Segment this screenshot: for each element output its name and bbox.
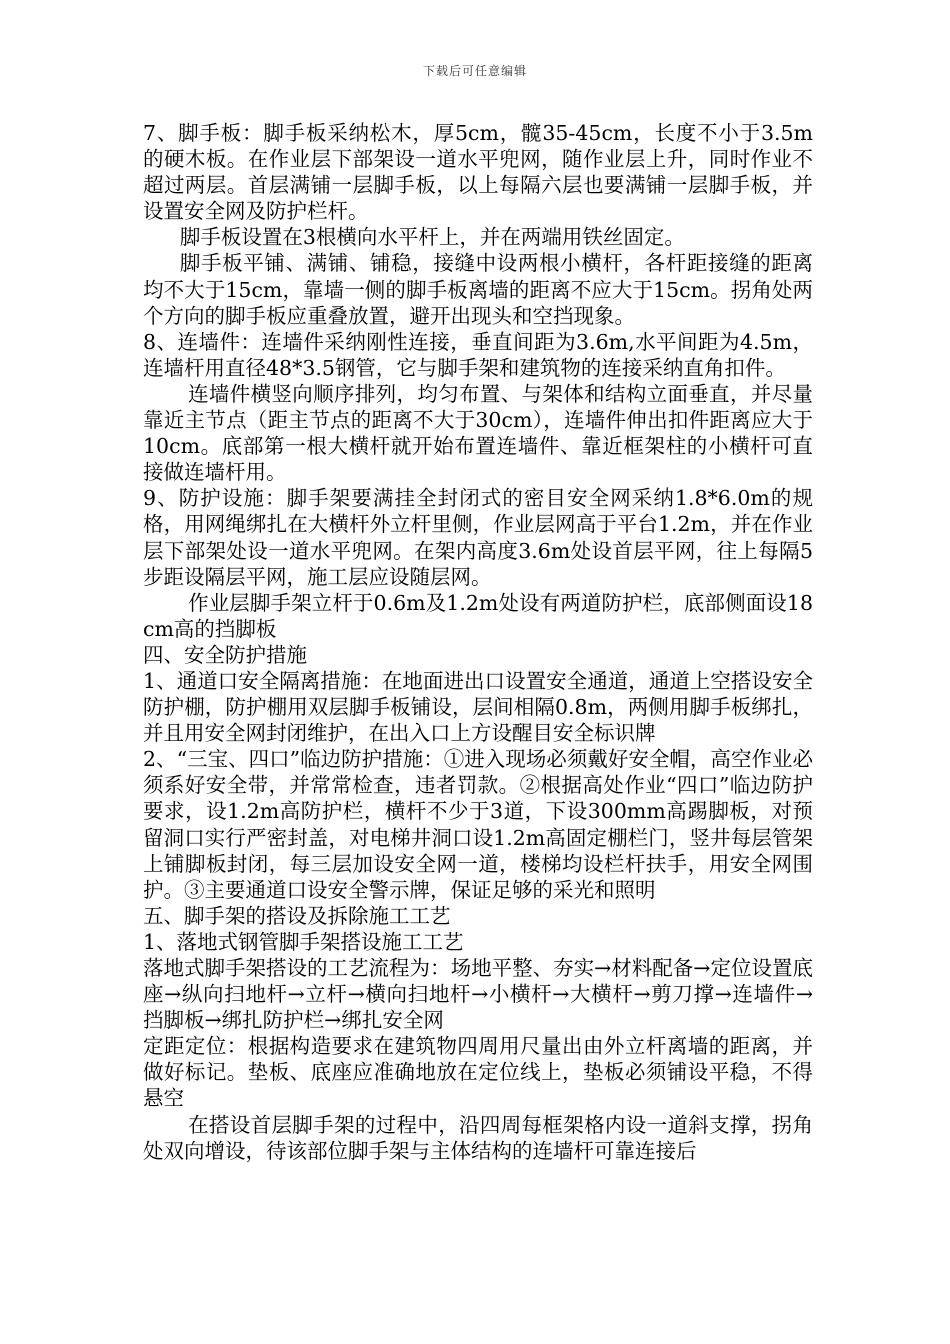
paragraph-first-layer-bracing: 在搭设首层脚手架的过程中，沿四周每框架格内设一道斜支撑，拐角处双向增设，待该部位脚手架与主体结构的连墙杆可靠连接后	[143, 1112, 813, 1163]
section-heading-construction-process: 五、脚手架的搭设及拆除施工工艺	[143, 903, 451, 928]
paragraph-board-placement: 脚手板设置在3根横向水平杆上，并在两端用铁丝固定。	[179, 225, 685, 250]
paragraph-protection-facilities: 9、防护设施：脚手架要满挂全封闭式的密目安全网采纳1.8*6.0m的规格，用网绳绑扎在大横杆外立杆里侧，作业层网高于平台1.2m，并在作业层下部架处设一道水平兜网。在架内高度3.6m处设首层平网，往上每隔5步距设隔层平网，施工层应设随层网。	[143, 486, 813, 589]
document-body	[143, 120, 813, 1164]
paragraph-scaffold-board: 7、脚手板：脚手板采纳松木，厚5cm，髋35-45cm，长度不小于3.5m的硬木板。在作业层下部架设一道水平兜网，随作业层上升，同时作业不超过两层。首层满铺一层脚手板，以上每隔六层也要满铺一层脚手板，并设置安全网及防护栏杆。	[143, 121, 813, 224]
paragraph-positioning: 定距定位：根据构造要求在建筑物四周用尺量出由外立杆离墙的距离，并做好标记。垫板、底座应准确地放在定位线上，垫板必须铺设平稳，不得悬空	[143, 1034, 813, 1111]
section-heading-safety-measures: 四、安全防护措施	[143, 642, 307, 667]
paragraph-process-flow: 落地式脚手架搭设的工艺流程为：场地平整、夯实→材料配备→定位设置底座→纵向扫地杆→立杆→横向扫地杆→小横杆→大横杆→剪刀撑→连墙件→挡脚板→绑扎防护栏→绑扎安全网	[143, 956, 813, 1033]
paragraph-wall-ties: 8、连墙件：连墙件采纳刚性连接，垂直间距为3.6m,水平间距为4.5m，连墙杆用直径48*3.5钢管，它与脚手架和建筑物的连接采纳直角扣件。	[143, 329, 813, 380]
paragraph-guardrails: 作业层脚手架立杆于0.6m及1.2m处设有两道防护栏，底部侧面设18cm高的挡脚板	[143, 590, 813, 641]
paragraph-edge-protection: 2、“三宝、四口”临边防护措施：①进入现场必须戴好安全帽，高空作业必须系好安全带，并常常检查，违者罚款。②根据高处作业“四口”临边防护要求，设1.2m高防护栏，横杆不少于3道，下设300mm高踢脚板，对预留洞口实行严密封盖，对电梯井洞口设1.2m高固定棚栏门，竖井每层管架上铺脚板封闭，每三层加设安全网一道，楼梯均设栏杆扶手，用安全网围护。③主要通道口设安全警示牌，保证足够的采光和照明	[143, 747, 813, 902]
paragraph-board-laying: 脚手板平铺、满铺、铺稳，接缝中设两根小横杆，各杆距接缝的距离均不大于15cm，靠墙一侧的脚手板离墙的距离不应大于15cm。拐角处两个方向的脚手板应重叠放置，避开出现头和空挡现象。	[143, 251, 813, 328]
paragraph-wall-tie-layout: 连墙件横竖向顺序排列，均匀布置、与架体和结构立面垂直，并尽量靠近主节点（距主节点的距离不大于30cm），连墙件伸出扣件距离应大于10cm。底部第一根大横杆就开始布置连墙件、靠近框架柱的小横杆可直接做连墙杆用。	[143, 381, 813, 485]
subheading-floor-scaffold: 1、落地式钢管脚手架搭设施工工艺	[143, 929, 464, 954]
page-header: 下载后可任意编辑	[422, 64, 527, 78]
paragraph-passage-isolation: 1、通道口安全隔离措施：在地面进出口设置安全通道，通道上空搭设安全防护棚，防护棚用双层脚手板铺设，层间相隔0.8m，两侧用脚手板绑扎，并且用安全网封闭维护，在出入口上方设醒目安全标识牌	[143, 668, 813, 746]
